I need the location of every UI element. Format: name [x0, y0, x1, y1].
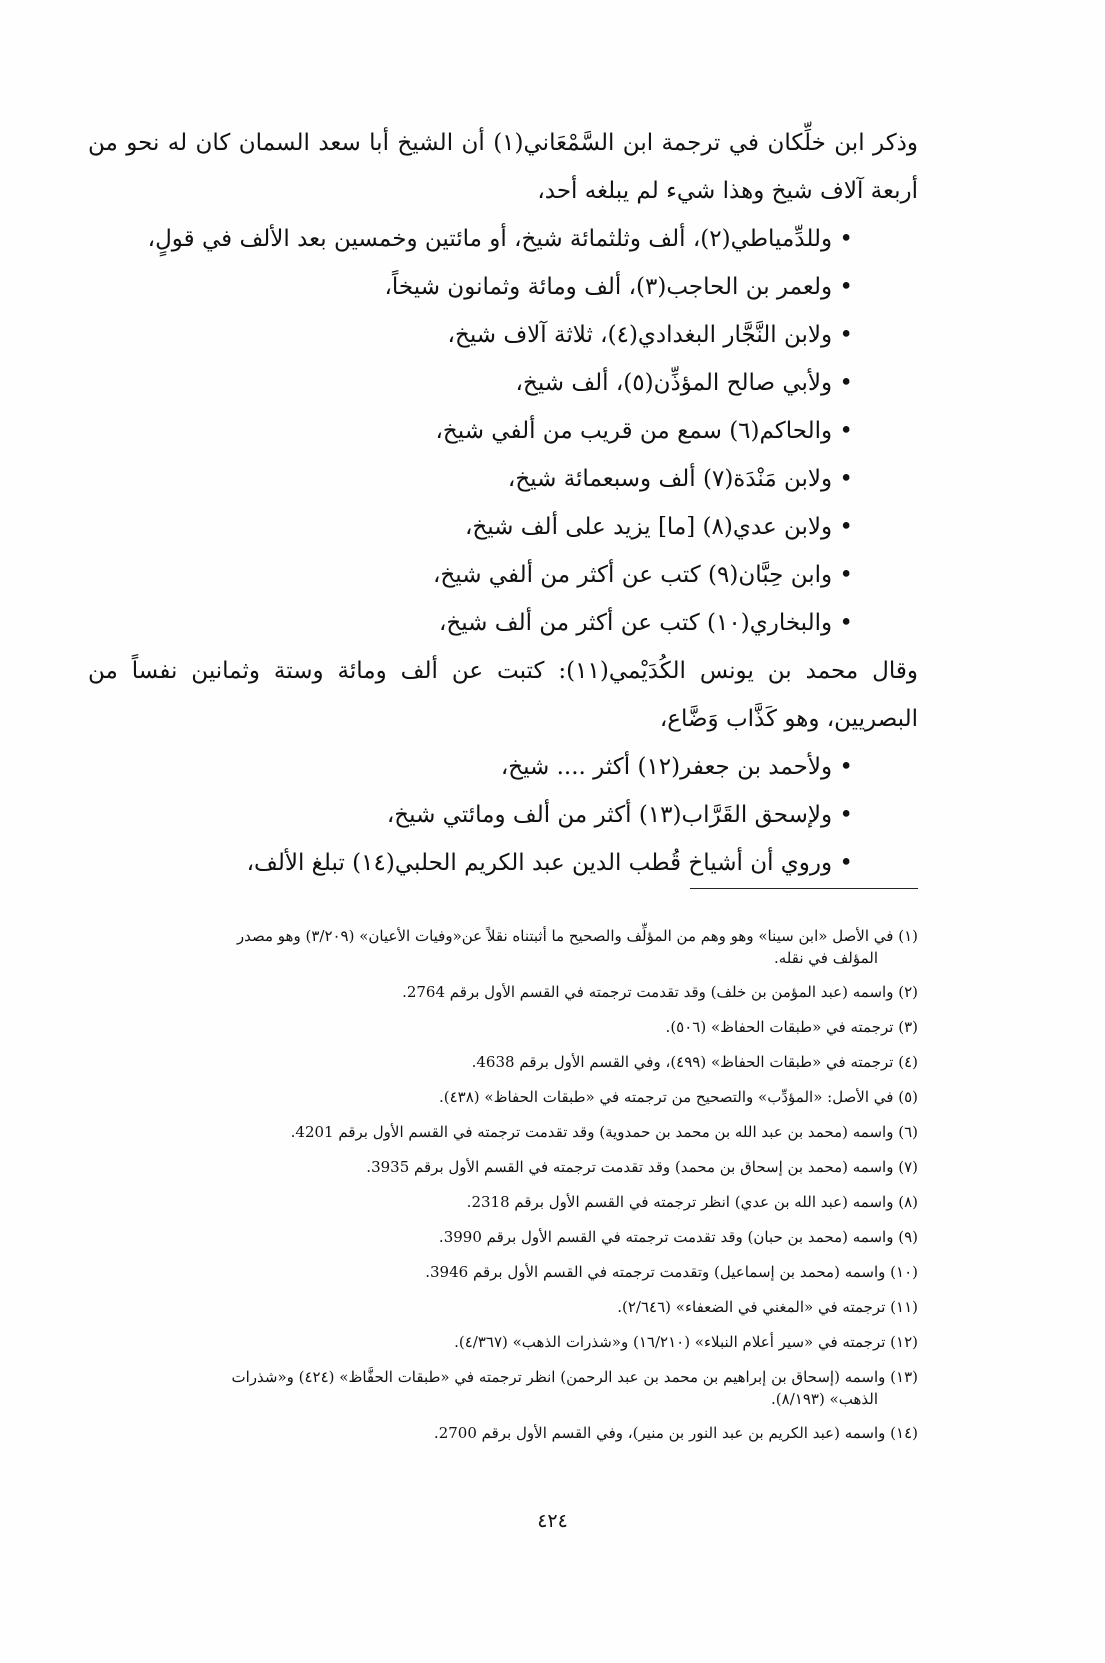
list-item: • والحاكم(٦) سمع من قريب من ألفي شيخ،: [435, 418, 853, 444]
footnote: (٨) واسمه (عبد الله بن عدي) انظر ترجمته في القسم الأول برقم 2318.: [466, 1193, 918, 1211]
footnote: [100, 925, 918, 969]
list-item: • ولابن مَنْدَة(٧) ألف وسبعمائة شيخ،: [507, 466, 853, 492]
list-item: • وابن حِبَّان(٩) كتب عن أكثر من ألفي شيخ،: [432, 562, 853, 588]
footnote: (٣) ترجمته في «طبقات الحفاظ» (٥٠٦).: [665, 1018, 918, 1036]
footnote-text: المؤلف في نقله.: [773, 949, 878, 967]
paragraph-line: وقال محمد بن يونس الكُدَيْمي(١١): كتبت عن ألف ومائة وستة وثمانين نفساً من: [88, 658, 918, 684]
list-item: • ولأبي صالح المؤذِّن(٥)، ألف شيخ،: [515, 370, 853, 396]
footnote: (١٤) واسمه (عبد الكريم بن عبد النور بن منير)، وفي القسم الأول برقم 2700.: [433, 1424, 918, 1442]
paragraph-line: البصريين، وهو كَذَّاب وَضَّاع،: [659, 706, 918, 732]
footnote-text: (١) في الأصل «ابن سينا» وهو وهم من المؤلِّف والصحيح ما أثبتناه نقلاً عن«وفيات الأعيان» (٣/٢٠٩) وهو مصدر: [236, 927, 918, 945]
footnote: (٤) ترجمته في «طبقات الحفاظ» (٤٩٩)، وفي القسم الأول برقم 4638.: [471, 1053, 918, 1071]
footnote: (٢) واسمه (عبد المؤمن بن خلف) وقد تقدمت ترجمته في القسم الأول برقم 2764.: [402, 983, 918, 1001]
main-text: [88, 128, 918, 896]
list-item: • ولابن النَّجَّار البغدادي(٤)، ثلاثة آلاف شيخ،: [447, 322, 853, 348]
footnote-text: الذهب» (٨/١٩٣).: [771, 1390, 878, 1408]
footnote: [100, 1366, 918, 1410]
paragraph-line: أربعة آلاف شيخ وهذا شيء لم يبلغه أحد،: [537, 178, 918, 204]
paragraph-line: وذكر ابن خلِّكان في ترجمة ابن السَّمْعَاني(١) أن الشيخ أبا سعد السمان كان له نحو من: [88, 130, 918, 156]
list-item: • ولإسحق القَرَّاب(١٣) أكثر من ألف ومائتي شيخ،: [386, 802, 853, 828]
footnote: (١٠) واسمه (محمد بن إسماعيل) وتقدمت ترجمته في القسم الأول برقم 3946.: [425, 1263, 918, 1281]
footnote: (٧) واسمه (محمد بن إسحاق بن محمد) وقد تقدمت ترجمته في القسم الأول برقم 3935.: [366, 1158, 918, 1176]
footnote: (١١) ترجمته في «المغني في الضعفاء» (٢/٦٤٦).: [617, 1298, 918, 1316]
list-item: • وروي أن أشياخ قُطب الدين عبد الكريم الحلبي(١٤) تبلغ الألف،: [246, 850, 853, 876]
footnote-divider: [690, 888, 918, 889]
footnote: (٦) واسمه (محمد بن عبد الله بن محمد بن حمدوية) وقد تقدمت ترجمته في القسم الأول برقم 4201.: [290, 1123, 918, 1141]
footnotes: [100, 925, 918, 1457]
footnote: (١٢) ترجمته في «سير أعلام النبلاء» (١٦/٢١٠) و«شذرات الذهب» (٤/٣٦٧).: [454, 1333, 918, 1351]
footnote: (٥) في الأصل: «المؤدِّب» والتصحيح من ترجمته في «طبقات الحفاظ» (٤٣٨).: [438, 1088, 918, 1106]
footnote-text: (١٣) واسمه (إسحاق بن إبراهيم بن محمد بن عبد الرحمن) انظر ترجمته في «طبقات الحفَّاظ» (٤٢٤) و«شذرات: [231, 1368, 918, 1386]
list-item: • ولابن عدي(٨) [ما] يزيد على ألف شيخ،: [464, 514, 853, 540]
list-item: • والبخاري(١٠) كتب عن أكثر من ألف شيخ،: [438, 610, 853, 636]
footnote: (٩) واسمه (محمد بن حبان) وقد تقدمت ترجمته في القسم الأول برقم 3990.: [438, 1228, 918, 1246]
page-number: ٤٢٤: [537, 1510, 568, 1532]
list-item: • وللدِّمياطي(٢)، ألف وثلثمائة شيخ، أو مائتين وخمسين بعد الألف في قولٍ،: [147, 226, 853, 252]
list-item: • ولأحمد بن جعفر(١٢) أكثر .... شيخ،: [500, 754, 853, 780]
list-item: • ولعمر بن الحاجب(٣)، ألف ومائة وثمانون شيخاً،: [384, 274, 853, 300]
